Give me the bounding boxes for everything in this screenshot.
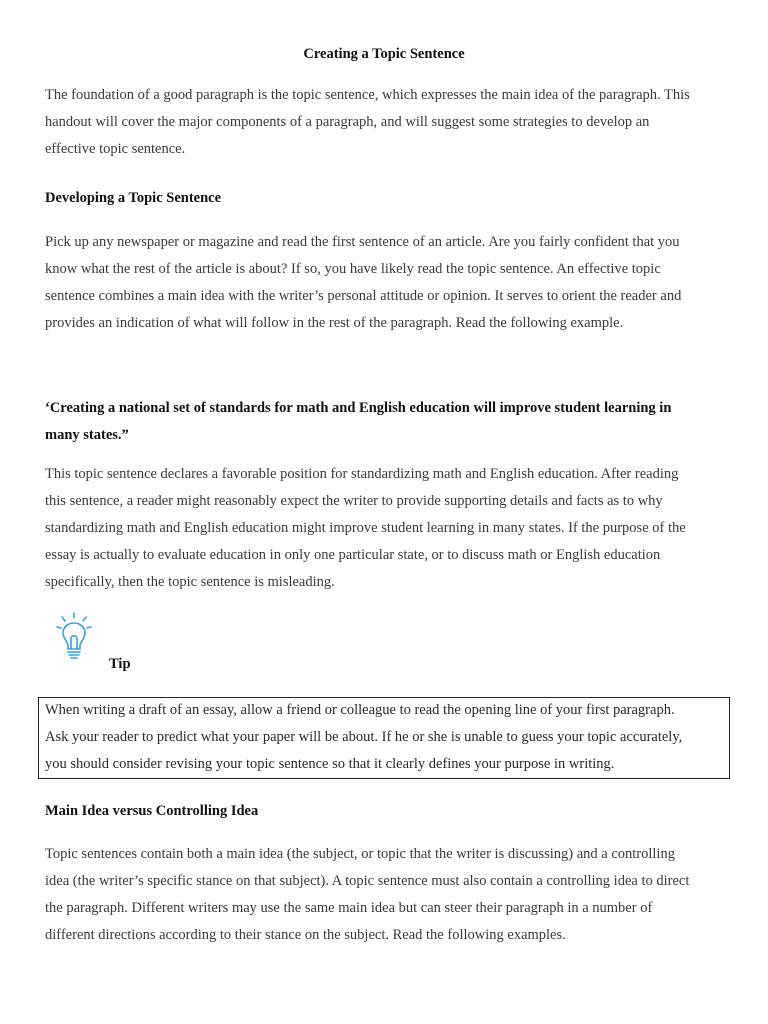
tip-line: When writing a draft of an essay, allow a friend or colleague to read the opening line of your first paragraph.: [45, 702, 675, 718]
paragraph-line: Pick up any newspaper or magazine and read the first sentence of an article. Are you fairly confident that you: [45, 234, 680, 250]
paragraph-line: sentence combines a main idea with the writer’s personal attitude or opinion. It serves to orient the reader and: [45, 288, 682, 304]
paragraph-line: provides an indication of what will follow in the rest of the paragraph. Read the following example.: [45, 315, 624, 331]
paragraph-line: essay is actually to evaluate education in only one particular state, or to discuss math or English education: [45, 547, 661, 563]
tip-text: [45, 697, 725, 778]
paragraph-line: specifically, then the topic sentence is misleading.: [45, 574, 335, 590]
quote-line: many states.”: [45, 427, 129, 443]
tip-line: you should consider revising your topic sentence so that it clearly defines your purpose in writing.: [45, 756, 615, 772]
paragraph-line: This topic sentence declares a favorable position for standardizing math and English education. After reading: [45, 466, 679, 482]
developing-paragraph: [45, 229, 735, 337]
intro-line: handout will cover the major components of a paragraph, and will suggest some strategies to develop an: [45, 114, 650, 130]
explanation-paragraph: [45, 461, 735, 596]
tip-line: Ask your reader to predict what your paper will be about. If he or she is unable to guess your topic accurately,: [45, 729, 683, 745]
section-heading-main-idea: Main Idea versus Controlling Idea: [45, 803, 259, 819]
paragraph-line: idea (the writer’s specific stance on that subject). A topic sentence must also contain a controlling idea to direct: [45, 873, 690, 889]
paragraph-line: this sentence, a reader might reasonably expect the writer to provide supporting details and facts as to why: [45, 493, 663, 509]
page-title: Creating a Topic Sentence: [303, 46, 465, 62]
section-heading-developing: Developing a Topic Sentence: [45, 190, 222, 206]
paragraph-line: standardizing math and English education might improve student learning in many states. If the purpose of the: [45, 520, 686, 536]
intro-line: The foundation of a good paragraph is the topic sentence, which expresses the main idea of the paragraph. This: [45, 87, 690, 103]
intro-paragraph: [45, 82, 735, 163]
tip-label: Tip: [109, 656, 131, 672]
example-quote: [45, 395, 735, 449]
paragraph-line: different directions according to their stance on the subject. Read the following examples.: [45, 927, 566, 943]
paragraph-line: Topic sentences contain both a main idea (the subject, or topic that the writer is discussing) and a controlling: [45, 846, 675, 862]
intro-line: effective topic sentence.: [45, 141, 186, 157]
paragraph-line: know what the rest of the article is about? If so, you have likely read the topic sentence. An effective topic: [45, 261, 661, 277]
main-idea-paragraph: [45, 841, 735, 949]
quote-line: ‘Creating a national set of standards for math and English education will improve student learning in: [45, 400, 672, 416]
lightbulb-icon: [56, 612, 92, 672]
paragraph-line: the paragraph. Different writers may use the same main idea but can steer their paragraph in a number of: [45, 900, 653, 916]
